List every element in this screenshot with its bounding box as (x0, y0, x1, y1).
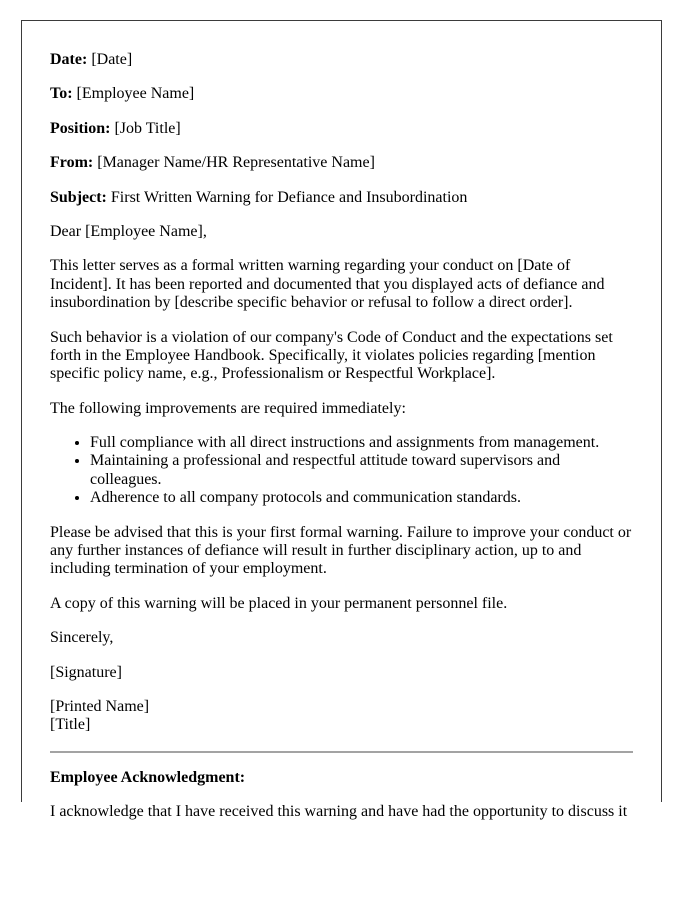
improvements-intro: The following improvements are required immediately: (50, 399, 406, 417)
from-value: [Manager Name/HR Representative Name] (97, 154, 375, 172)
improvement-item: • Full compliance with all direct instructions and assignments from management. (90, 434, 633, 452)
from-field (50, 154, 633, 172)
subject-label: Subject: (50, 188, 107, 206)
date-field (50, 51, 633, 69)
printed-name-placeholder: [Printed Name] (50, 697, 150, 715)
improvement-item: • Maintaining a professional and respectful attitude toward supervisors and colleagues. (90, 452, 633, 489)
body-paragraph-1: This letter serves as a formal written warning regarding your conduct on [Date of Incident]. It has been reported and documented that you displayed acts of defiance and insubordination by [describe specific behavior or refusal to follow a direct order]. (50, 257, 605, 312)
position-field (50, 120, 633, 138)
position-value: [Job Title] (114, 119, 181, 137)
warning-paragraph: Please be advised that this is your first formal warning. Failure to improve your conduct or any further instances of defiance will result in further disciplinary action, up to and including termination of your employment. (50, 523, 632, 578)
salutation: Dear [Employee Name], (50, 222, 207, 240)
body-paragraph-2: Such behavior is a violation of our company's Code of Conduct and the expectations set forth in the Employee Handbook. Specifically, it violates policies regarding [mention specific policy name, e.g., Professionalism or Respectful Workplace]. (50, 328, 613, 383)
printed-name-title-block (50, 698, 633, 735)
date-value: [Date] (91, 51, 133, 68)
to-value: [Employee Name] (76, 85, 195, 103)
section-divider (50, 751, 633, 753)
to-field (50, 85, 633, 103)
position-label: Position: (50, 119, 111, 137)
signoff: Sincerely, (50, 629, 114, 647)
subject-value: First Written Warning for Defiance and Insubordination (110, 188, 468, 206)
file-paragraph: A copy of this warning will be placed in your permanent personnel file. (50, 594, 508, 612)
date-label: Date: (50, 51, 88, 68)
acknowledgment-body: I acknowledge that I have received this warning and have had the opportunity to discuss it (50, 803, 628, 821)
acknowledgment-heading: Employee Acknowledgment: (50, 768, 246, 786)
from-label: From: (50, 154, 94, 172)
to-label: To: (50, 85, 73, 103)
letter-document (21, 20, 662, 821)
signature-placeholder: [Signature] (50, 663, 122, 681)
improvement-item: • Adherence to all company protocols and communication standards. (90, 489, 633, 507)
improvements-list (50, 434, 633, 508)
title-placeholder: [Title] (50, 716, 91, 734)
subject-field (50, 189, 633, 207)
